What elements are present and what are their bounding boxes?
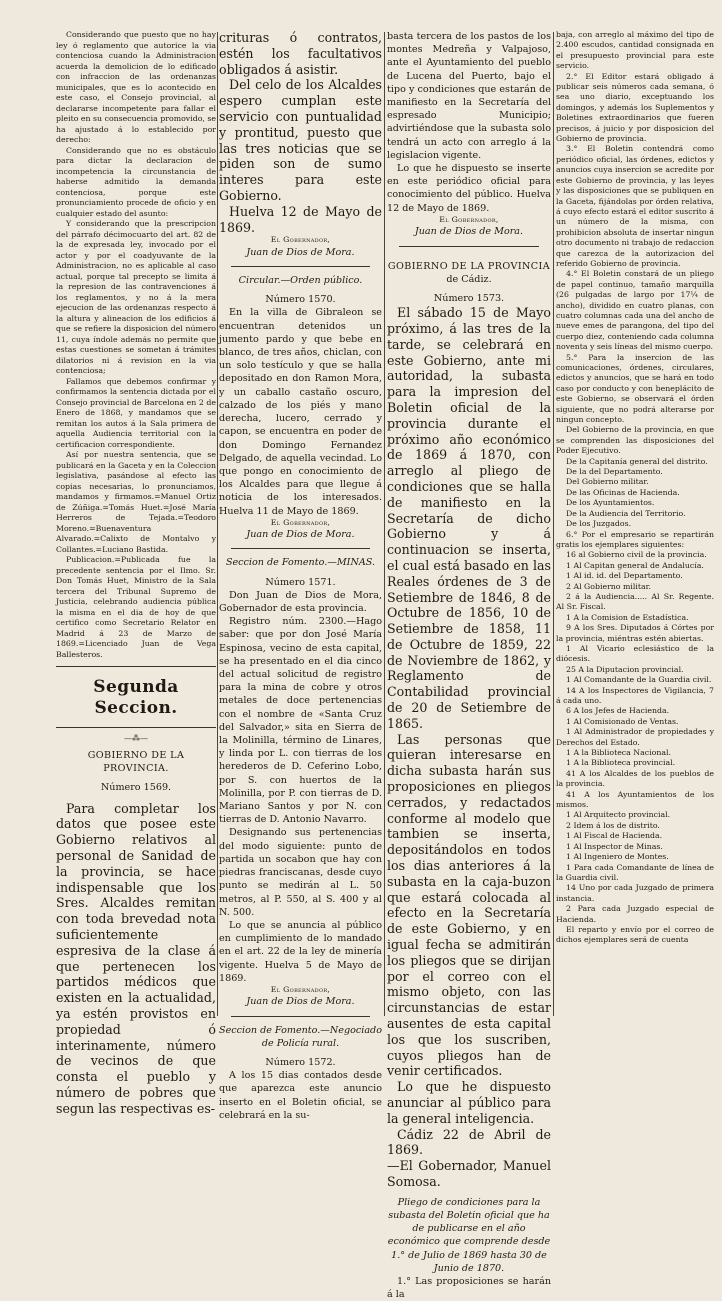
paragraph: Lo que se anuncia al público en cumplimiento de lo mandado en el art. 22 de la ley de minería vigente. Huelva 5 de Mayo de 1869.: [219, 919, 382, 984]
list-item: 1 Al Comisionado de Ventas.: [566, 716, 679, 726]
signature-title: El Gobernador,: [270, 235, 331, 245]
paragraph: 5.° Para la insercion de las comunicaciones, órdenes, circulares, edictos y anuncios, que se hará en todo caso por conducto y con beneplácito de este Gobierno, se observará el órden siguiente, que no podrá alterarse por ningun concepto.: [556, 352, 714, 425]
list-item: 6 A los Jefes de Hacienda.: [566, 706, 670, 716]
section-heading: Circular.—Orden público.: [238, 275, 363, 287]
list-item: 2 Idem á los de distrito.: [566, 820, 660, 830]
list-item: 1 Al Comandante de la Guardia civil.: [566, 675, 712, 685]
paragraph: Designando sus pertenencias del modo siguiente: punto de partida un socabon que hay con piedras franciscanas, desde cuyo punto se medirán al L. 50 metros, al P. 550, al S. 400 y al N. 500.: [219, 827, 382, 918]
list-item: 1 Al Administrador de propiedades y Derechos del Estado.: [556, 727, 714, 747]
ornament-divider: —⁂—: [124, 734, 148, 743]
list-item: 1 Al Ingeniero de Montes.: [566, 852, 669, 862]
paragraph: Lo que he dispuesto se inserte en este periódico oficial para conocimiento del público. Huelva 12 de Mayo de 1869.: [387, 163, 551, 214]
list-item: 2 Al Gobierno militar.: [566, 581, 651, 591]
item-number: Número 1573.: [433, 292, 505, 304]
column-4: [556, 30, 714, 1018]
paragraph: Considerando que puesto que no hay ley ó reglamento que autorice la via contenciosa cuando la Administracion acuerda la demolicion de lo edificado con infraccion de las ordenanzas municipales, que es lo acontecido en este caso, el Consejo provincial, al declararse incompetente para fallar el pleito en su consecuencia promovido, se ha ajustado á lo establecido por derecho:: [56, 30, 216, 144]
list-item: 9 A los Sres. Diputados á Córtes por la provincia, miéntras estén abiertas.: [556, 623, 714, 643]
paragraph: Publicacion.=Publicada fue la precedente sentencia por el Ilmo. Sr. Don Tomás Huet, Ministro de la Sala tercera del Tribunal Supremo de Justicia, celebrando audiencia pública la misma en el dia de hoy de que certifico como Secretario Relator en Madrid á 23 de Marzo de 1869.=Licenciado Juan de Vega Ballesteros.: [56, 555, 216, 659]
column-rule: [553, 32, 554, 1016]
paragraph: 6.° Por el empresario se repartirán gratis los ejemplares siguientes:: [556, 529, 714, 549]
paragraph: Lo que he dispuesto anunciar al público para la general inteligencia.: [387, 1079, 551, 1126]
paragraph: Don Juan de Dios de Mora, Gobernador de esta provincia.: [219, 589, 382, 615]
list-item: De las Oficinas de Hacienda.: [566, 487, 680, 497]
list-item: 1 Al Vicario eclesiástico de la diócesis.: [556, 643, 714, 664]
paragraph: El sábado 15 de Mayo próximo, á las tres de la tarde, se celebrará en este Gobierno, ante mi autoridad, la subasta para la impresion del Boletin oficial de la provincia durante el próximo año económico de 1869 á 1870, con arreglo al pliego de condiciones que se halla de manifiesto en la Secretaría de dicho Gobierno y á continuacion se inserta, el cual está basado en las Reales órdenes de 3 de Setiembre de 1846, 8 de Octubre de 1856, 10 de Setiembre de 1858, 11 de Octubre de 1859, 22 de Noviembre de 1862, y Reglamento de Contabilidad provincial de 20 de Setiembre de 1865.: [387, 305, 551, 731]
column-1: [56, 30, 216, 1116]
list-item: 1 Al Inspector de Minas.: [566, 841, 663, 851]
paragraph: Y considerando que la prescripcion del párrafo décimocuarto del art. 82 de la de expresada ley, invocado por el actor y por el coadyuvante de la Administracion, no es aplicable al caso actual, porque tal precepto se limita á la represion de las contravenciones á los reglamentos, y no á la mera ejecucion de las ordenanzas respecto á la altura y alineacion de los edificios á que se refiere la disposicion del número 11, cuya índole además no permite que estas cuestiones se sometan á trámites dilatorios ni á revision en la via contenciosa;: [56, 219, 216, 375]
list-item: 16 al Gobierno civil de la provincia.: [566, 550, 707, 560]
column-rule: [217, 32, 218, 1016]
paragraph: 1.° Las proposiciones se harán á la: [387, 1276, 551, 1301]
signature-name: Juan de Dios de Mora.: [246, 996, 355, 1008]
distribution-list: [556, 550, 714, 925]
list-item: De los Juzgados.: [566, 519, 632, 529]
signature-name: Juan de Dios de Mora.: [414, 226, 524, 238]
divider: [231, 266, 370, 267]
paragraph: Considerando que no es obstáculo para dictar la declaracion de incompetencia la circunstancia de haberse admitido la demanda contenciosa, porque este pronunciamiento procede de oficio y en cualquier estado del asunto:: [56, 145, 216, 218]
paragraph: 4.° El Boletin constará de un pliego de papel continuo, tamaño marquilla (26 pulgadas de largo por 17¼ de ancho), dividido en cuatro planas, con cuatro columnas cada una del ancho de nueve emes de parangona, del tipo del cuerpo diez, conteniendo cada columna noventa y seis líneas del mismo cuerpo.: [556, 269, 714, 352]
section-heading: GOBIERNO DE LA PROVINCIA: [387, 260, 551, 272]
list-item: 1 A la Biblioteca provincial.: [566, 758, 676, 768]
list-item: 1 Al Fiscal de Hacienda.: [566, 831, 663, 841]
paragraph: Del celo de los Alcaldes espero cumplan este servicio con puntualidad y prontitud, puesto que las tres noticias que se piden son de sumo interes para este Gobierno.: [219, 77, 382, 203]
section-heading: Seccion de Fomento.—Negociado de Policía rural.: [219, 1024, 382, 1049]
section-heading: Seccion de Fomento.—MINAS.: [225, 557, 376, 569]
paragraph: Registro núm. 2300.—Hago saber: que por don José María Espinosa, vecino de esta capital, se ha presentado en el dia cinco del actual solicitud de registro para la mina de cobre y otros metales de doce pertenencias con el nombre de «Santa Cruz del Salvador,» sita en Sierra de la Molinilla, término de Linares, y linda por L. con tierras de los herederos de D. Ceferino Lobo, por S. con huertos de la Molinilla, por P. con tierras de D. Mariano Santos y por N. con tierras de D. Antonio Navarro.: [219, 616, 382, 826]
list-item: De la Audiencia del Territorio.: [566, 508, 686, 518]
divider: [399, 246, 539, 247]
paragraph: crituras ó contratos, estén los facultativos obligados á asistir.: [219, 30, 382, 77]
list-item: Del Gobierno militar.: [566, 477, 649, 487]
column-3: [387, 30, 551, 1301]
section-heading: GOBIERNO DE LA PROVINCIA.: [87, 750, 185, 775]
list-item: 41 A los Ayuntamientos de los mismos.: [556, 789, 714, 810]
section-title: Segunda Seccion.: [56, 666, 216, 728]
item-number: Número 1569.: [100, 782, 172, 794]
pliego-heading: Pliego de condiciones para la subasta del Boletin oficial que ha de publicarse en el año económico que comprende desde 1.° de Julio de 1869 hasta 30 de Junio de 1870.: [387, 1196, 551, 1274]
paragraph: 3.° El Boletin contendrá como periódico oficial, las órdenes, edictos y anuncios cuya insercion se acredite por este Gobierno de provincia, y las leyes y las disposiciones que se publiquen en la Gaceta, fijándolas por órden relativa, á cuyo efecto estará el editor suscrito á un número de la misma, con prohibicion absoluta de insertar ningun otro documento ni trabajo de redaccion que carezca de la autorizacion del referido Gobierno de provincia.: [556, 144, 714, 268]
list-item: De la Capitanía general del distrito.: [566, 456, 708, 466]
list-item: 25 A la Diputacion provincial.: [566, 664, 684, 674]
paragraph: En la villa de Gibraleon se encuentran detenidos un jumento pardo y que bebe en blanco, de tres años, chiclan, con un solo testículo y que se halla depositado en don Ramon Mora, y un caballo castaño oscuro, calzado de los piés y mano derecha, lucero, cerrado y capon, se encuentra en poder de don Domingo Fernandez Delgado, de aquella vecindad. Lo que pongo en conocimiento de los Alcaldes para que llegue á noticia de los interesados. Huelva 11 de Mayo de 1869.: [219, 307, 382, 517]
list-item: 1 Para cada Comandante de línea de la Guardia civil.: [556, 862, 714, 882]
paragraph: Así por nuestra sentencia, que se publicará en la Gaceta y en la Coleccion legislativa, pasándose al efecto las copias necesarias, lo pronunciamos, mandamos y firmamos.=Manuel Ortiz de Zúñiga.=Tomás Huet.=José María Herreros de Tejada.=Teodoro Moreno.=Buenaventura Alvarado.=Calixto de Montalvo y Collantes.=Luciano Bastida.: [56, 450, 216, 554]
item-number: Número 1570.: [265, 294, 336, 306]
section-subheading: de Cádiz.: [446, 273, 492, 285]
paragraph: baja, con arreglo al máximo del tipo de 2.400 escudos, cantidad consignada en el presupuesto provincial para este servicio.: [556, 30, 714, 71]
list-item: 14 Uno por cada Juzgado de primera instancia.: [556, 883, 714, 903]
list-item: 1 Al id. id. del Departamento.: [566, 571, 683, 581]
item-number: Número 1571.: [265, 576, 336, 588]
paragraph: A los 15 dias contados desde que aparezca este anuncio inserto en el Boletin oficial, se celebrará en la su-: [219, 1070, 382, 1121]
item-number: Número 1572.: [265, 1057, 336, 1069]
list-item: 1 Al Arquitecto provincial.: [566, 810, 671, 820]
signature-line: —El Gobernador, Manuel Somosa.: [387, 1158, 551, 1189]
column-rule: [384, 32, 385, 1016]
signature-title: El Gobernador,: [439, 214, 499, 224]
column-2: [219, 30, 382, 1121]
paragraph: Las personas que quieran interesarse en dicha subasta harán sus proposiciones en pliegos cerrados, y redactados conforme al modelo que tambien se inserta, depositándolos en todos los dias anteriores á la subasta en la caja-buzon que estará colocada al efecto en la Secretaría de este Gobierno, y en igual fecha se admitirán los pliegos que se dirijan por el correo con el mismo objeto, con las circunstancias de estar ausentes de esta capital los que los suscriben, cuyos pliegos han de venir certificados.: [387, 731, 551, 1079]
list-item: De la del Departamento.: [566, 467, 663, 477]
paragraph: basta tercera de los pastos de los montes Medreña y Valpajoso, ante el Ayuntamiento del pueblo de Lucena del Puerto, bajo el tipo y condiciones que estarán de manifiesto en la Secretaría del espresado Municipio; advirtiéndose que la subasta solo tendrá un acto con arreglo á la legislacion vigente.: [387, 31, 551, 161]
paragraph: 2.° El Editor estará obligado á publicar seis números cada semana, ó sea uno diario, exceptuando los domingos, y además los Suplementos y Boletines extraordinarios que fueren precisos, á juicio y por disposicion del Gobierno de provincia.: [556, 71, 714, 144]
list-item: 41 A los Alcaldes de los pueblos de la provincia.: [556, 768, 714, 789]
list-item: 1 A la Biblioteca Nacional.: [566, 748, 671, 758]
list-item: 1 A la Comision de Estadística.: [566, 612, 689, 622]
paragraph: Fallamos que debemos confirmar y confirmamos la sentencia dictada por el Consejo provincial de Barcelona en 2 de Enero de 1868, y mandamos que se remitan los autos á la Sala primera de aquella Audiencia territorial con la certificacion correspondiente.: [56, 376, 216, 449]
divider: [231, 548, 370, 549]
paragraph: Para completar los datos que posee este Gobierno relativos al personal de Sanidad de la provincia, se hace indispensable que los Sres. Alcaldes remitan con toda brevedad nota suficientemente espresiva de la clase á que pertenecen los partidos médicos que existen en la actualidad, ya estén provistos en propiedad ó interinamente, número de vecinos de que consta el pueblo y número de pobres que segun las respectivas es-: [56, 800, 216, 1116]
date-line: Cádiz 22 de Abril de 1869.: [387, 1126, 551, 1158]
paragraph: El reparto y envío por el correo de dichos ejemplares será de cuenta: [556, 924, 714, 945]
signature-name: Juan de Dios de Mora.: [246, 246, 355, 258]
date-line: Huelva 12 de Mayo de 1869.: [219, 203, 382, 235]
list-item: 1 Al Capitan general de Andalucía.: [566, 560, 704, 570]
signature-title: El Gobernador,: [270, 517, 331, 527]
signature-name: Juan de Dios de Mora.: [246, 529, 355, 541]
signature-title: El Gobernador,: [270, 984, 331, 994]
divider: [231, 1016, 370, 1017]
order-list: [556, 425, 714, 529]
list-item: 14 A los Inspectores de Vigilancia, 7 á cada uno.: [556, 685, 714, 705]
list-item: De los Ayuntamientos.: [566, 498, 655, 508]
list-item: 2 á la Audiencia..... Al Sr. Regente. Al Sr. Fiscal.: [556, 591, 714, 612]
list-item: Del Gobierno de la provincia, en que se comprenden las disposiciones del Poder Ejecutivo.: [556, 425, 714, 456]
list-item: 2 Para cada Juzgado especial de Hacienda.: [556, 904, 714, 924]
